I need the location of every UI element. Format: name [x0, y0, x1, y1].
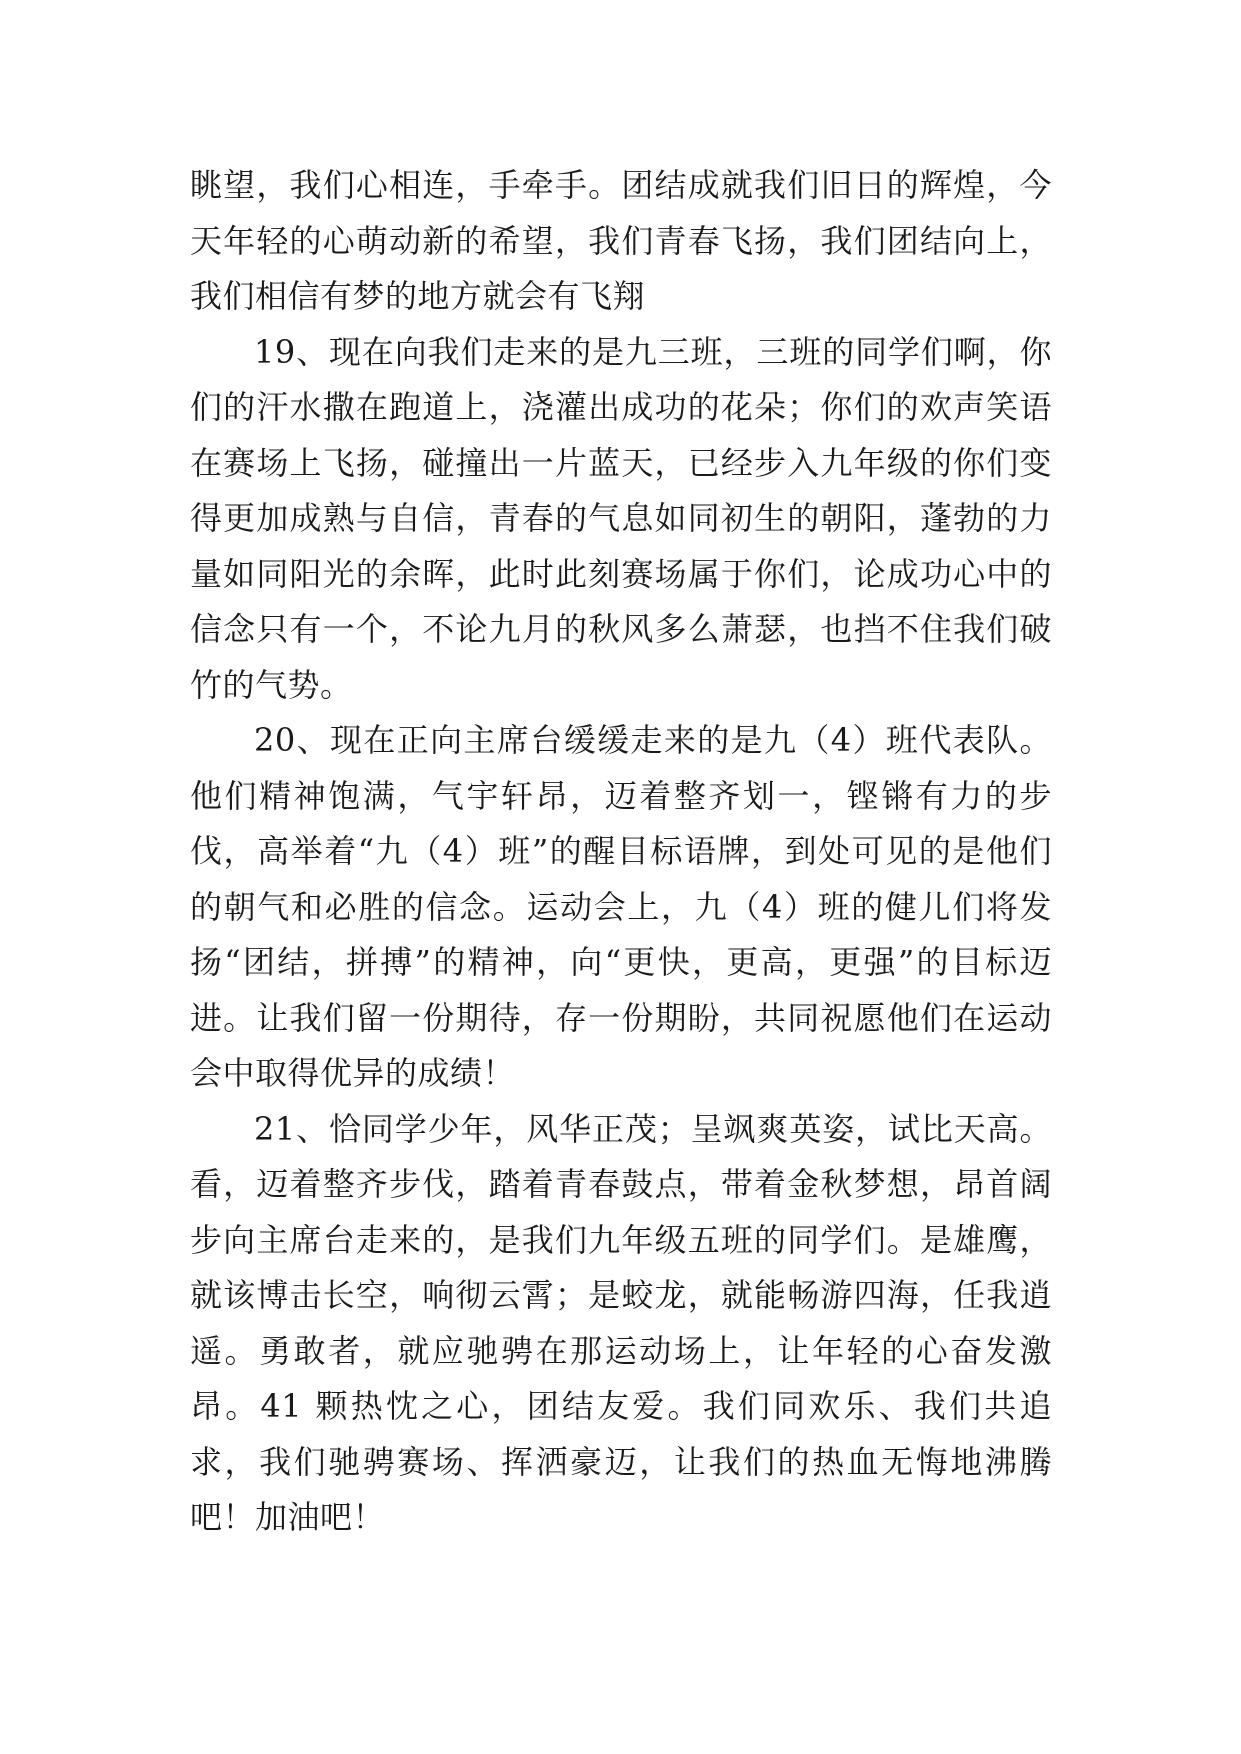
paragraph-item-20: 20、现在正向主席台缓缓走来的是九（4）班代表队。他们精神饱满，气宇轩昂，迈着整齐划一，铿锵有力的步伐，高举着“九（4）班”的醒目标语牌，到处可见的是他们的朝气和必胜的信念。运动会上，九（4）班的健儿们将发扬“团结，拼搏”的精神，向“更快，更高，更强”的目标迈进。让我们留一份期待，存一份期盼，共同祝愿他们在运动会中取得优异的成绩！ [190, 721, 1052, 1092]
paragraph-item-19: 19、现在向我们走来的是九三班，三班的同学们啊，你们的汗水撒在跑道上，浇灌出成功的花朵；你们的欢声笑语在赛场上飞扬，碰撞出一片蓝天，已经步入九年级的你们变得更加成熟与自信，青春的气息如同初生的朝阳，蓬勃的力量如同阳光的余晖，此时此刻赛场属于你们，论成功心中的信念只有一个，不论九月的秋风多么萧瑟，也挡不住我们破竹的气势。 [190, 332, 1052, 704]
paragraph-continuation: 眺望，我们心相连，手牵手。团结成就我们旧日的辉煌，今天年轻的心萌动新的希望，我们青春飞扬，我们团结向上，我们相信有梦的地方就会有飞翔 [190, 166, 1052, 315]
paragraph-item-21: 21、恰同学少年，风华正茂；呈飒爽英姿，试比天高。看，迈着整齐步伐，踏着青春鼓点，带着金秋梦想，昂首阔步向主席台走来的，是我们九年级五班的同学们。是雄鹰，就该博击长空，响彻云霄；是蛟龙，就能畅游四海，任我逍遥。勇敢者，就应驰骋在那运动场上，让年轻的心奋发激昂。41 颗热忱之心，团结友爱。我们同欢乐、我们共追求，我们驰骋赛场、挥洒豪迈，让我们的热血无悔地沸腾吧！加油吧！ [190, 1109, 1052, 1536]
document-body [190, 158, 1052, 1546]
